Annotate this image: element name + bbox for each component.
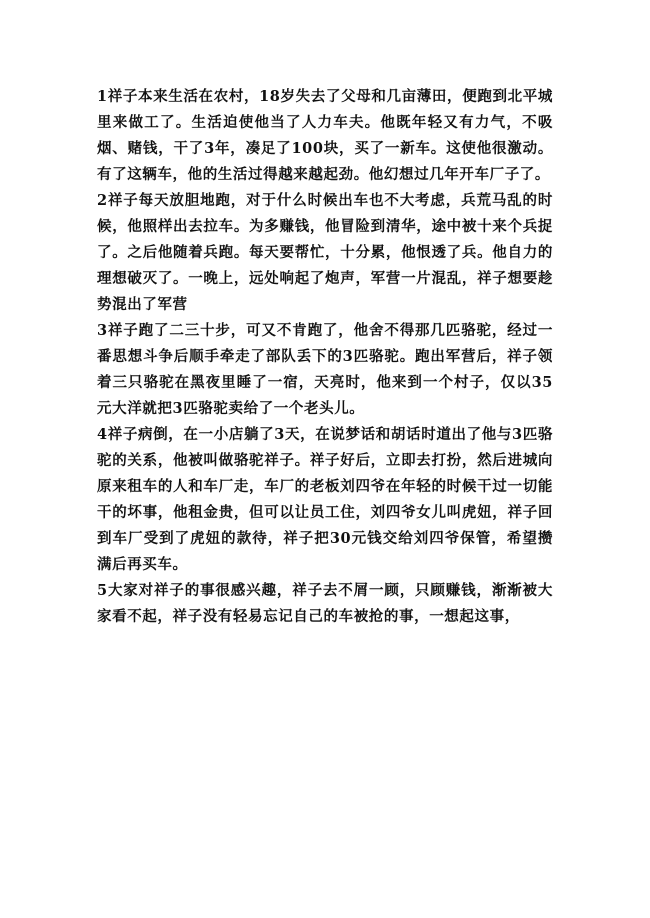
paragraph-1: 1祥子本来生活在农村，18岁失去了父母和几亩薄田，便跑到北平城里来做工了。生活迫使他当了人力车夫。他既年轻又有力气，不吸烟、赌钱，干了3年，凑足了100块，买了一新车。这使他很激动。有了这辆车，他的生活过得越来越起劲。他幻想过几年开车厂子了。 — [97, 88, 553, 183]
paragraph-3: 3祥子跑了二三十步，可又不肯跑了，他舍不得那几匹骆驼，经过一番思想斗争后顺手牵走了部队丢下的3匹骆驼。跑出军营后，祥子领着三只骆驼在黑夜里睡了一宿，天亮时，他来到一个村子，仅以35元大洋就把3匹骆驼卖给了一个老头儿。 — [97, 322, 553, 417]
paragraph-5: 5大家对祥子的事很感兴趣，祥子去不屑一顾，只顾赚钱，渐渐被大家看不起，祥子没有轻易忘记自己的车被抢的事，一想起这事， — [97, 582, 553, 625]
paragraph-2: 2祥子每天放胆地跑，对于什么时候出车也不大考虑，兵荒马乱的时候，他照样出去拉车。为多赚钱，他冒险到清华，途中被十来个兵捉了。之后他随着兵跑。每天要帮忙，十分累，他恨透了兵。他自力的理想破灭了。一晚上，远处响起了炮声，军营一片混乱，祥子想要趁势混出了军营 — [97, 192, 553, 313]
paragraph-4: 4祥子病倒，在一小店躺了3天，在说梦话和胡话时道出了他与3匹骆驼的关系，他被叫做骆驼祥子。祥子好后，立即去打扮，然后进城向原来租车的人和车厂走，车厂的老板刘四爷在年轻的时候干过一切能干的坏事，他租金贵，但可以让员工住，刘四爷女儿叫虎妞，祥子回到车厂受到了虎妞的款待，祥子把30元钱交给刘四爷保管，希望攒满后再买车。 — [97, 426, 553, 573]
document-body — [97, 84, 553, 630]
